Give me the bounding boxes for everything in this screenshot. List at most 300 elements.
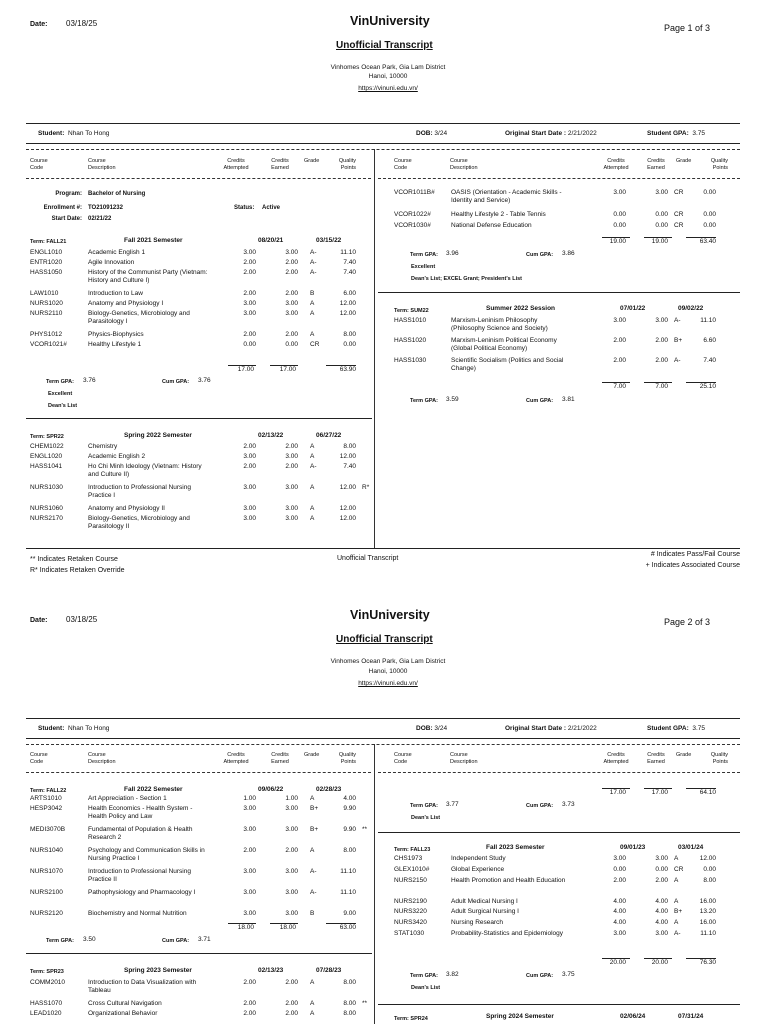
credits-earned: 0.00 [655, 211, 668, 218]
quality-points: 0.00 [703, 866, 716, 873]
credits-attempted: 3.00 [243, 453, 256, 460]
grade: CR [674, 189, 684, 196]
course-code: STAT1030 [394, 930, 425, 937]
university-name: VinUniversity [350, 14, 430, 28]
legend-retaken: ** Indicates Retaken Course [30, 556, 118, 563]
credits-attempted: 0.00 [613, 211, 626, 218]
course-code: MEDI3070B [30, 826, 66, 833]
credits-attempted: 2.00 [243, 1000, 256, 1007]
credits-attempted: 3.00 [613, 930, 626, 937]
course-code: VCOR1011B# [394, 189, 435, 196]
grade: A [310, 310, 315, 317]
term-name: Fall 2022 Semester [124, 786, 183, 793]
credits-earned: 3.00 [285, 889, 298, 896]
credits-attempted: 2.00 [243, 463, 256, 470]
credits-earned: 3.00 [285, 484, 298, 491]
credits-attempted: 2.00 [243, 443, 256, 450]
credits-earned: 2.00 [655, 357, 668, 364]
course-code: ENGL1020 [30, 453, 63, 460]
term-start: 09/06/22 [258, 786, 284, 793]
term-gpa-value: 3.96 [446, 250, 459, 257]
quality-points: 7.40 [343, 259, 356, 266]
grade: A [674, 877, 679, 884]
quality-points: 16.00 [699, 898, 716, 905]
quality-points: 9.90 [343, 805, 356, 812]
col-course-desc: Course Description [450, 158, 478, 171]
credits-earned: 2.00 [285, 1010, 298, 1017]
credits-earned: 0.00 [655, 222, 668, 229]
grade: CR [310, 341, 320, 348]
grade: A [674, 855, 679, 862]
quality-points: 11.10 [700, 317, 716, 324]
page-number: Page 1 of 3 [664, 23, 711, 33]
term-end: 03/01/24 [678, 844, 704, 851]
term-gpa-label: Term GPA: [410, 973, 438, 979]
col-credits-attempted: Credits Attempted [603, 158, 629, 171]
col-credits-attempted: Credits Attempted [223, 158, 249, 171]
col-grade: Grade [676, 158, 692, 164]
course-code: NURS3420 [394, 919, 427, 926]
quality-points: 8.00 [343, 1010, 356, 1017]
grade: A [674, 898, 679, 905]
credits-earned: 3.00 [285, 868, 298, 875]
credits-earned: 3.00 [655, 930, 668, 937]
term-code: Term: SPR24 [394, 1016, 428, 1022]
course-description: Anatomy and Physiology II [88, 505, 165, 512]
col-course-desc: Course Description [450, 752, 478, 765]
retake-flag: ** [362, 1000, 368, 1007]
col-quality-points: Quality Points [338, 752, 356, 765]
grade: A [310, 300, 315, 307]
total-earned: 19.00 [651, 238, 668, 245]
term-end: 06/27/22 [316, 432, 342, 439]
quality-points: 12.00 [339, 453, 356, 460]
document-title: Unofficial Transcript [336, 634, 433, 645]
quality-points: 12.00 [699, 855, 716, 862]
credits-attempted: 3.00 [243, 910, 256, 917]
date-value: 03/18/25 [66, 615, 98, 624]
course-description: Introduction to Law [88, 290, 143, 297]
dashed-divider [378, 178, 740, 179]
credits-earned: 3.00 [655, 189, 668, 196]
course-description: Psychology and Communication Skills in Nursing Practice I [88, 847, 205, 862]
term-name: Spring 2023 Semester [124, 967, 192, 974]
credits-earned: 3.00 [285, 249, 298, 256]
term-name: Fall 2021 Semester [124, 237, 183, 244]
credits-earned: 3.00 [285, 300, 298, 307]
col-credits-earned: Credits Earned [271, 752, 289, 765]
grade: CR [674, 211, 684, 218]
course-description: Cross Cultural Navigation [88, 1000, 162, 1007]
course-description: Independent Study [451, 855, 506, 862]
course-code: HASS1030 [394, 357, 427, 364]
cum-gpa-value: 3.81 [562, 396, 575, 403]
cum-gpa-label: Cum GPA: [162, 938, 190, 944]
course-code: VCOR1030# [394, 222, 431, 229]
credits-earned: 4.00 [655, 908, 668, 915]
credits-attempted: 3.00 [613, 189, 626, 196]
dob-field: DOB: 3/24 [416, 130, 448, 137]
grade: A- [310, 463, 317, 470]
credits-earned: 2.00 [285, 269, 298, 276]
grade: A [310, 795, 315, 802]
course-description: Health Promotion and Health Education [451, 877, 566, 884]
quality-points: 0.00 [703, 222, 716, 229]
credits-attempted: 3.00 [243, 515, 256, 522]
term-end: 07/28/23 [316, 967, 342, 974]
credits-earned: 2.00 [285, 1000, 298, 1007]
quality-points: 6.00 [343, 290, 356, 297]
address-line-2: Hanoi, 10000 [368, 668, 408, 675]
grade: A [310, 515, 315, 522]
divider [26, 738, 740, 739]
course-description: Adult Surgical Nursing I [451, 908, 519, 915]
website-link[interactable]: https://vinuni.edu.vn/ [358, 85, 418, 92]
total-attempted: 17.00 [609, 789, 626, 796]
course-description: Pathophysiology and Pharmacology I [88, 889, 196, 896]
term-end: 02/28/23 [316, 786, 342, 793]
term-code: Term: FALL22 [30, 788, 67, 794]
course-description: Marxism-Leninism Political Economy (Global Political Economy) [451, 337, 557, 352]
course-code: HASS1070 [30, 1000, 63, 1007]
website-link[interactable]: https://vinuni.edu.vn/ [358, 680, 418, 687]
document-title: Unofficial Transcript [336, 40, 433, 51]
quality-points: 8.00 [343, 1000, 356, 1007]
credits-attempted: 3.00 [243, 300, 256, 307]
quality-points: 8.00 [343, 443, 356, 450]
course-code: CHEM1022 [30, 443, 64, 450]
credits-attempted: 2.00 [613, 877, 626, 884]
course-description: Physics-Biophysics [88, 331, 144, 338]
course-description: Biology-Genetics, Microbiology and Parasitology II [88, 515, 190, 530]
honor: Dean's List [411, 985, 441, 991]
course-code: LAW1010 [30, 290, 59, 297]
course-code: LEAD1020 [30, 1010, 62, 1017]
honor: Dean's List [48, 403, 78, 409]
total-quality-points: 63.40 [699, 238, 716, 245]
cum-gpa-label: Cum GPA: [526, 973, 554, 979]
credits-earned: 2.00 [285, 463, 298, 470]
credits-attempted: 3.00 [613, 855, 626, 862]
grade: B [310, 910, 315, 917]
credits-attempted: 2.00 [243, 290, 256, 297]
term-gpa-label: Term GPA: [46, 379, 74, 385]
quality-points: 11.10 [700, 930, 716, 937]
grade: B+ [310, 826, 319, 833]
grade: A [310, 443, 315, 450]
course-description: OASIS (Orientation - Academic Skills - Identity and Service) [451, 189, 562, 204]
divider [26, 418, 372, 419]
quality-points: 7.40 [703, 357, 716, 364]
col-quality-points: Quality Points [710, 158, 728, 171]
col-credits-attempted: Credits Attempted [223, 752, 249, 765]
divider [378, 1004, 740, 1005]
course-description: Art Appreciation - Section 1 [88, 795, 167, 802]
credits-earned: 2.00 [655, 337, 668, 344]
program-start-value: 02/21/22 [88, 216, 112, 222]
address-line-1: Vinhomes Ocean Park, Gia Lam District [330, 64, 446, 71]
credits-attempted: 2.00 [613, 357, 626, 364]
quality-points: 7.40 [343, 463, 356, 470]
credits-earned: 0.00 [655, 866, 668, 873]
enrollment-label: Enrollment #: [43, 205, 82, 211]
total-earned: 18.00 [279, 924, 296, 931]
course-description: Probability-Statistics and Epidemiology [451, 930, 563, 937]
course-description: Adult Medical Nursing I [451, 898, 518, 905]
course-description: Nursing Research [451, 919, 504, 926]
total-attempted: 17.00 [237, 366, 254, 373]
course-code: NURS1060 [30, 505, 63, 512]
col-course-code: Course Code [394, 158, 412, 171]
program-value: Bachelor of Nursing [88, 191, 146, 197]
divider [26, 718, 740, 719]
course-description: Introduction to Data Visualization with Tableau [88, 979, 197, 994]
honor: Dean's List [411, 815, 441, 821]
divider [26, 548, 740, 549]
course-code: VCOR1021# [30, 341, 67, 348]
credits-earned: 4.00 [655, 898, 668, 905]
total-attempted: 7.00 [613, 383, 626, 390]
quality-points: 0.00 [343, 341, 356, 348]
credits-attempted: 3.00 [243, 249, 256, 256]
dashed-divider [26, 744, 740, 745]
term-start: 09/01/23 [620, 844, 646, 851]
address-line-2: Hanoi, 10000 [368, 73, 408, 80]
col-credits-earned: Credits Earned [647, 158, 665, 171]
course-code: GLEX1010# [394, 866, 430, 873]
retake-flag: ** [362, 826, 368, 833]
cum-gpa-label: Cum GPA: [526, 803, 554, 809]
credits-earned: 0.00 [285, 341, 298, 348]
credits-earned: 3.00 [655, 317, 668, 324]
quality-points: 11.10 [340, 889, 356, 896]
credits-attempted: 2.00 [243, 331, 256, 338]
term-gpa-value: 3.77 [446, 801, 459, 808]
course-code: ARTS1010 [30, 795, 62, 802]
course-code: NURS1020 [30, 300, 63, 307]
legend-passfail: # Indicates Pass/Fail Course [650, 551, 740, 558]
enrollment-value: TO21091232 [88, 205, 123, 211]
grade: A [310, 505, 315, 512]
student-name-field: Student: Nhan To Hong [38, 725, 110, 732]
dashed-divider [26, 149, 740, 150]
grade: A [310, 453, 315, 460]
course-code: NURS2120 [30, 910, 63, 917]
term-start: 02/06/24 [620, 1013, 646, 1020]
grade: B+ [310, 805, 319, 812]
legend-associated: + Indicates Associated Course [645, 562, 740, 569]
cum-gpa-value: 3.86 [562, 250, 575, 257]
course-code: NURS2110 [30, 310, 63, 317]
quality-points: 8.00 [343, 979, 356, 986]
grade: A [310, 979, 315, 986]
course-description: Academic English 2 [88, 453, 146, 460]
term-gpa-label: Term GPA: [410, 252, 438, 258]
credits-attempted: 2.00 [243, 979, 256, 986]
term-name: Spring 2022 Semester [124, 432, 192, 439]
term-code: Term: FALL23 [394, 847, 431, 853]
start-date-field: Original Start Date : 2/21/2022 [505, 725, 597, 732]
quality-points: 16.00 [699, 919, 716, 926]
credits-attempted: 3.00 [243, 484, 256, 491]
term-end: 09/02/22 [678, 305, 704, 312]
legend-override: R* Indicates Retaken Override [30, 567, 125, 574]
credits-earned: 2.00 [655, 877, 668, 884]
term-gpa-label: Term GPA: [410, 398, 438, 404]
col-course-code: Course Code [30, 752, 48, 765]
date-label: Date: [30, 617, 48, 624]
term-code: Term: SUM22 [394, 308, 429, 314]
program-start-label: Start Date: [51, 216, 82, 222]
credits-earned: 2.00 [285, 979, 298, 986]
course-description: Scientific Socialism (Politics and Social Change) [451, 357, 564, 372]
course-description: Introduction to Professional Nursing Practice II [88, 868, 191, 883]
page-number: Page 2 of 3 [664, 617, 711, 627]
term-start: 08/20/21 [258, 237, 284, 244]
course-description: National Defense Education [451, 222, 532, 229]
total-earned: 17.00 [279, 366, 296, 373]
credits-attempted: 3.00 [613, 317, 626, 324]
credits-earned: 2.00 [285, 847, 298, 854]
grade: B+ [674, 908, 683, 915]
credits-earned: 3.00 [285, 910, 298, 917]
credits-attempted: 0.00 [613, 222, 626, 229]
credits-attempted: 2.00 [243, 269, 256, 276]
col-quality-points: Quality Points [710, 752, 728, 765]
grade: A- [310, 269, 317, 276]
col-credits-earned: Credits Earned [271, 158, 289, 171]
credits-attempted: 3.00 [243, 868, 256, 875]
dob-field: DOB: 3/24 [416, 725, 448, 732]
grade: A [310, 331, 315, 338]
course-description: Biology-Genetics, Microbiology and Parasitology I [88, 310, 190, 325]
quality-points: 8.00 [343, 331, 356, 338]
total-earned: 7.00 [655, 383, 668, 390]
credits-earned: 2.00 [285, 290, 298, 297]
grade: A- [310, 868, 317, 875]
course-description: Fundamental of Population & Health Research 2 [88, 826, 193, 841]
grade: A- [310, 259, 317, 266]
term-start: 02/13/22 [258, 432, 284, 439]
course-code: NURS1030 [30, 484, 63, 491]
cum-gpa-label: Cum GPA: [526, 398, 554, 404]
course-code: CHS1973 [394, 855, 423, 862]
column-divider [374, 149, 375, 549]
credits-earned: 3.00 [285, 453, 298, 460]
footer-center: Unofficial Transcript [337, 555, 399, 562]
col-course-desc: Course Description [88, 158, 116, 171]
divider [378, 832, 740, 833]
grade: A- [310, 889, 317, 896]
course-code: COMM2010 [30, 979, 66, 986]
course-code: PHYS1012 [30, 331, 63, 338]
course-description: Academic English 1 [88, 249, 146, 256]
quality-points: 12.00 [339, 505, 356, 512]
credits-earned: 1.00 [285, 795, 298, 802]
retake-flag: R* [362, 484, 370, 491]
term-gpa-value: 3.50 [83, 936, 96, 943]
quality-points: 8.00 [703, 877, 716, 884]
credits-attempted: 2.00 [243, 847, 256, 854]
course-code: NURS2170 [30, 515, 63, 522]
term-start: 02/13/23 [258, 967, 284, 974]
term-gpa-value: 3.82 [446, 971, 459, 978]
credits-earned: 2.00 [285, 259, 298, 266]
course-description: Marxism-Leninism Philosophy (Philosophy Science and Society) [451, 317, 548, 332]
course-description: Biochemistry and Normal Nutrition [88, 910, 187, 917]
start-date-field: Original Start Date : 2/21/2022 [505, 130, 597, 137]
quality-points: 6.60 [703, 337, 716, 344]
address-line-1: Vinhomes Ocean Park, Gia Lam District [330, 658, 446, 665]
column-divider [374, 744, 375, 1024]
dashed-divider [26, 178, 371, 179]
course-description: Ho Chi Minh Ideology (Vietnam: History and Culture II) [88, 463, 202, 478]
course-code: HASS1041 [30, 463, 63, 470]
total-earned: 20.00 [651, 959, 668, 966]
credits-earned: 3.00 [285, 826, 298, 833]
total-attempted: 18.00 [237, 924, 254, 931]
divider [26, 143, 740, 144]
university-name: VinUniversity [350, 608, 430, 622]
quality-points: 12.00 [339, 300, 356, 307]
term-name: Spring 2024 Semester [486, 1013, 554, 1020]
course-description: History of the Communist Party (Vietnam: History and Culture I) [88, 269, 208, 284]
term-end: 07/31/24 [678, 1013, 704, 1020]
student-name-field: Student: Nhan To Hong [38, 130, 110, 137]
credits-earned: 3.00 [285, 310, 298, 317]
term-gpa-value: 3.76 [83, 377, 96, 384]
term-code: Term: FALL21 [30, 239, 67, 245]
grade: CR [674, 222, 684, 229]
total-quality-points: 64.10 [699, 789, 716, 796]
divider [26, 953, 372, 954]
grade: A- [674, 930, 681, 937]
status-value: Active [262, 205, 281, 211]
cum-gpa-value: 3.71 [198, 936, 211, 943]
credits-earned: 2.00 [285, 331, 298, 338]
course-code: NURS2190 [394, 898, 427, 905]
course-code: VCOR1022# [394, 211, 431, 218]
cum-gpa-value: 3.73 [562, 801, 575, 808]
cum-gpa-label: Cum GPA: [526, 252, 554, 258]
credits-earned: 3.00 [285, 515, 298, 522]
grade: A- [674, 357, 681, 364]
quality-points: 0.00 [703, 189, 716, 196]
term-name: Fall 2023 Semester [486, 844, 545, 851]
quality-points: 12.00 [339, 310, 356, 317]
cum-gpa-value: 3.76 [198, 377, 211, 384]
credits-attempted: 0.00 [613, 866, 626, 873]
col-course-code: Course Code [30, 158, 48, 171]
total-quality-points: 25.10 [699, 383, 716, 390]
col-grade: Grade [676, 752, 692, 758]
term-gpa-label: Term GPA: [410, 803, 438, 809]
total-quality-points: 63.90 [339, 366, 356, 373]
grade: A- [310, 249, 317, 256]
course-description: Healthy Lifestyle 1 [88, 341, 142, 348]
credits-attempted: 3.00 [243, 889, 256, 896]
credits-earned: 3.00 [285, 805, 298, 812]
col-credits-earned: Credits Earned [647, 752, 665, 765]
credits-attempted: 1.00 [243, 795, 256, 802]
term-code: Term: SPR23 [30, 969, 64, 975]
grade: A [310, 484, 315, 491]
course-code: ENTR1020 [30, 259, 63, 266]
credits-attempted: 0.00 [243, 341, 256, 348]
grade: B+ [674, 337, 683, 344]
credits-earned: 2.00 [285, 443, 298, 450]
grade: A- [674, 317, 681, 324]
